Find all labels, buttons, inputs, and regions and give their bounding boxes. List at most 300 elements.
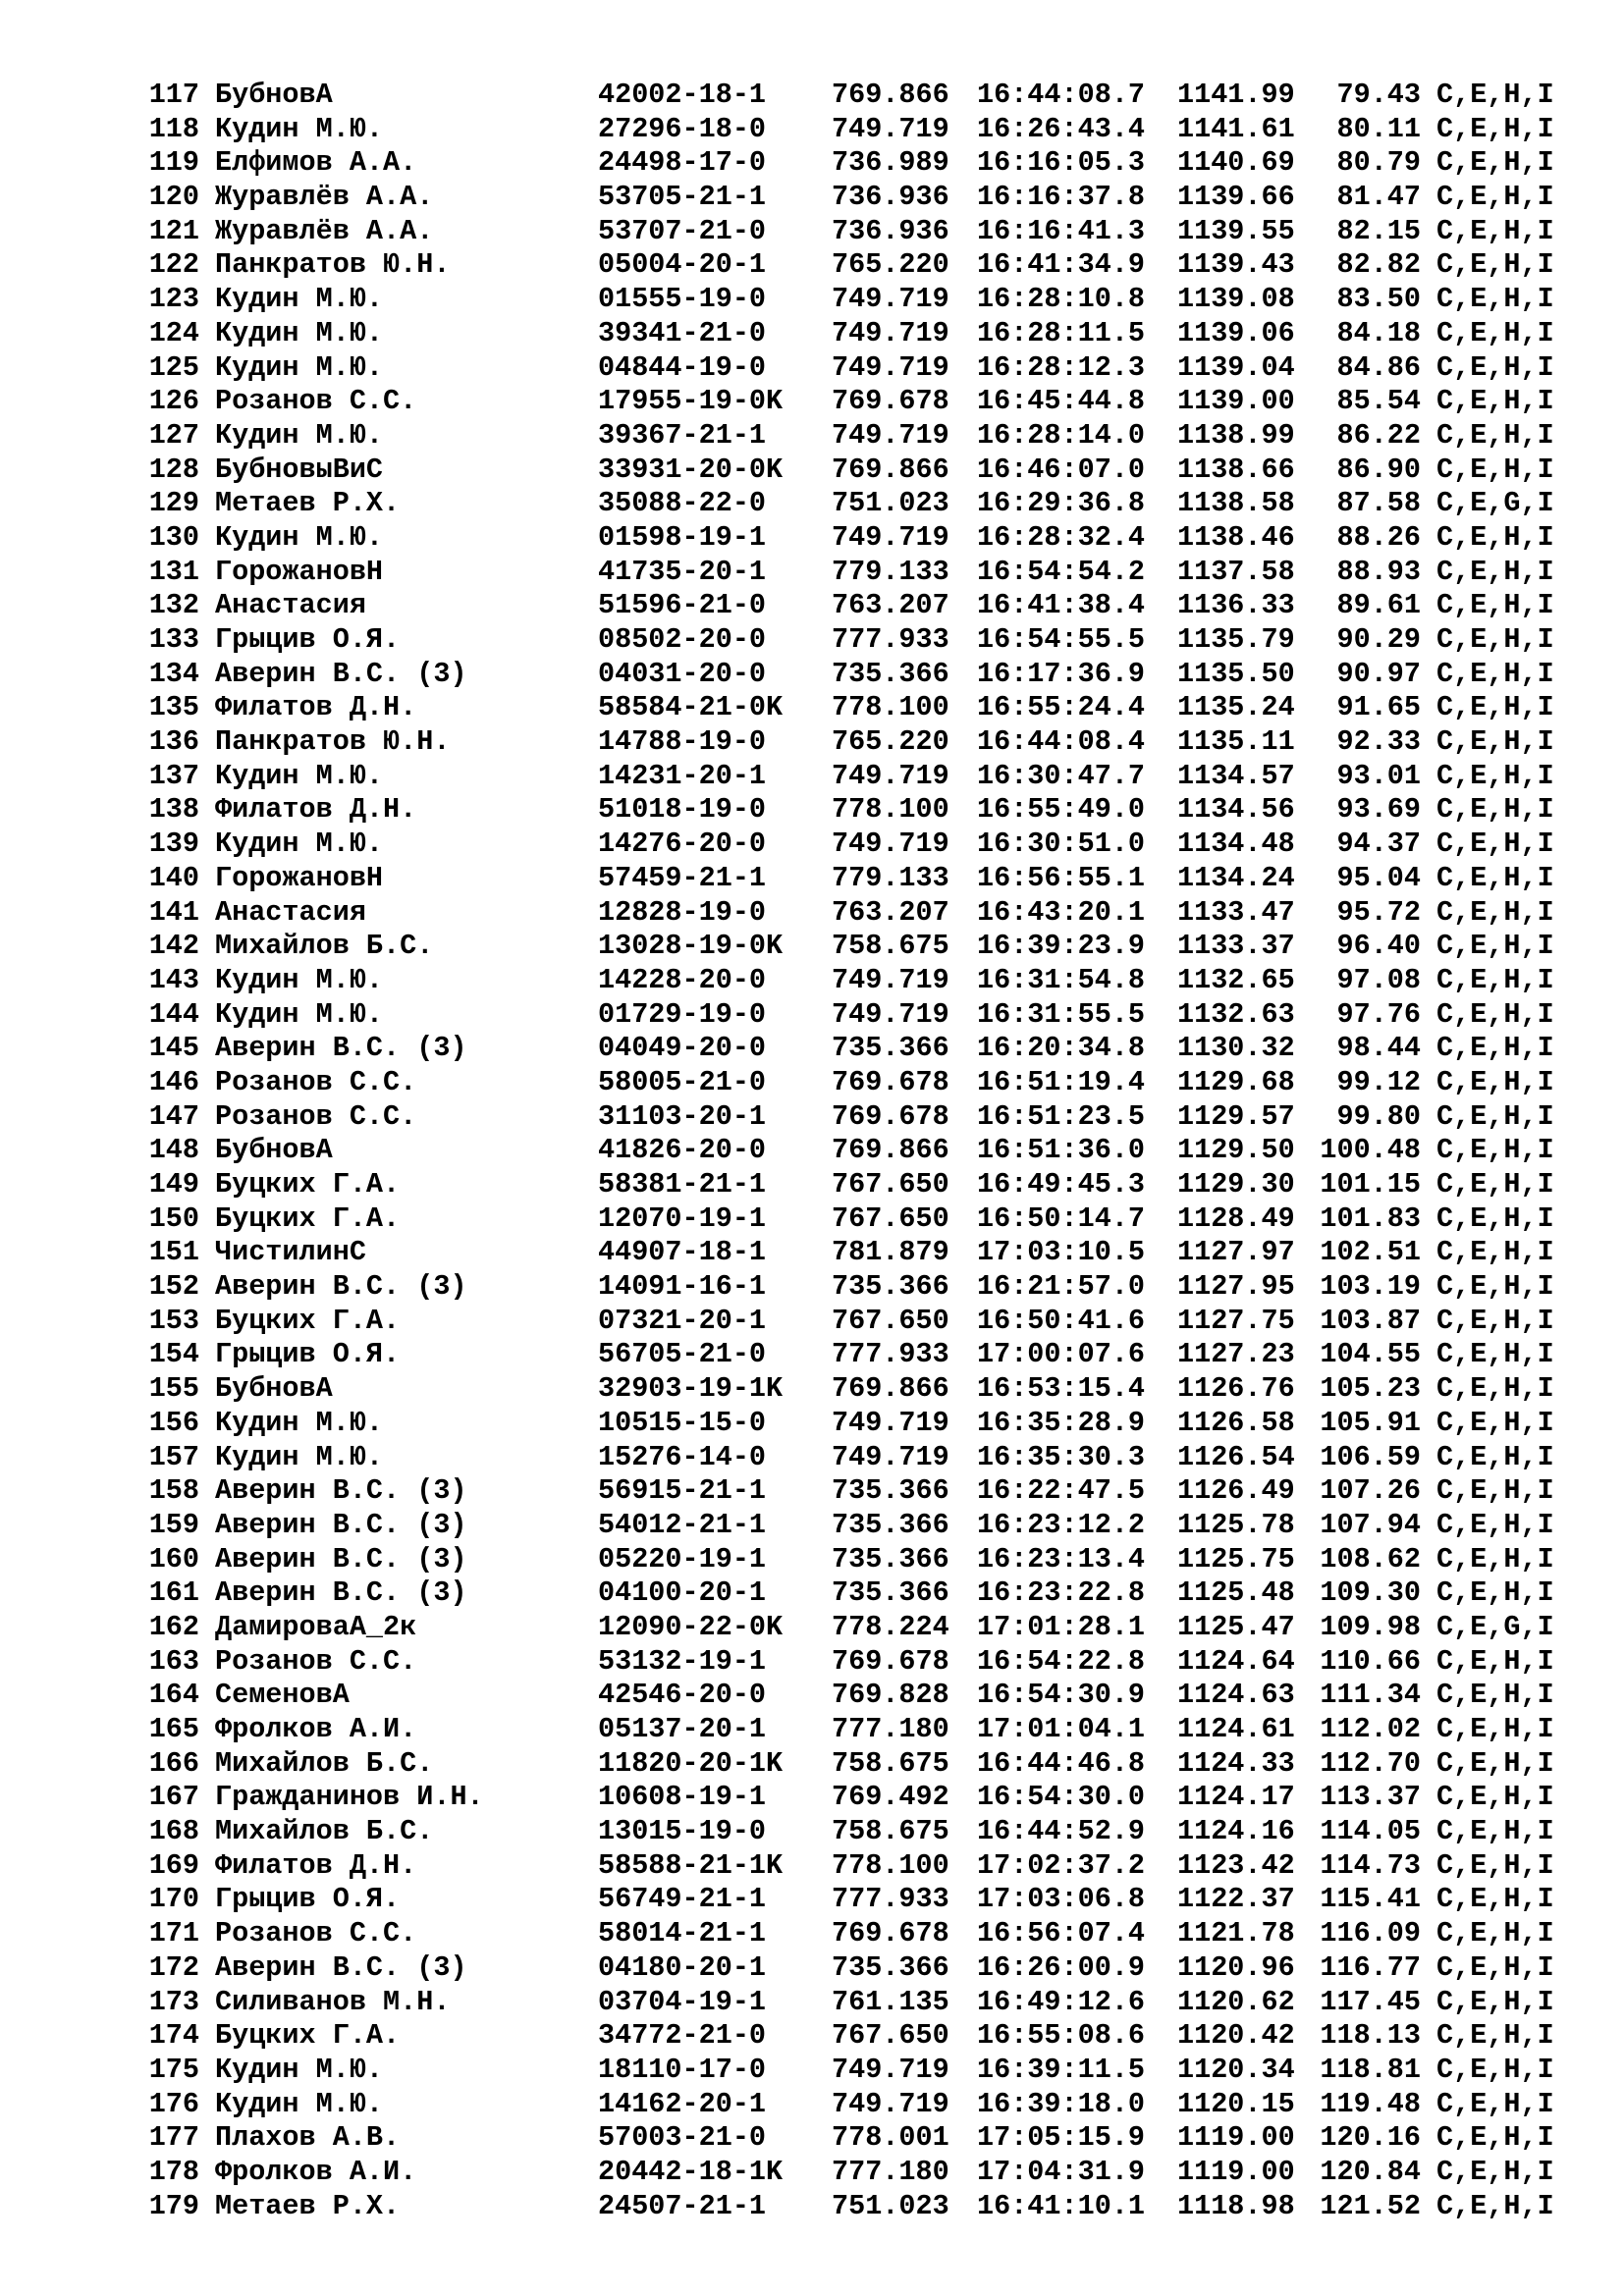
ring-id: 04180-20-1 bbox=[598, 1950, 767, 1984]
table-row bbox=[144, 1066, 1578, 1100]
coefficient-value: 99.80 bbox=[1336, 1099, 1421, 1133]
participant-name: Розанов С.С. bbox=[215, 1065, 417, 1098]
row-number: 148 bbox=[148, 1134, 199, 1167]
flags: C,E,H,I bbox=[1436, 1134, 1554, 1167]
coefficient-value: 103.87 bbox=[1320, 1304, 1421, 1337]
ring-id: 01598-19-1 bbox=[598, 520, 767, 554]
row-number: 178 bbox=[148, 2155, 199, 2188]
speed-value: 1126.54 bbox=[1177, 1440, 1295, 1473]
arrival-time: 16:54:54.2 bbox=[977, 555, 1146, 588]
distance-value: 758.675 bbox=[832, 1746, 949, 1780]
ring-id: 04100-20-1 bbox=[598, 1576, 767, 1610]
speed-value: 1122.37 bbox=[1177, 1883, 1295, 1916]
ring-id: 53705-21-1 bbox=[598, 181, 767, 214]
table-row bbox=[144, 317, 1578, 351]
coefficient-value: 103.19 bbox=[1320, 1270, 1421, 1304]
arrival-time: 16:16:05.3 bbox=[977, 146, 1146, 180]
flags: C,E,G,I bbox=[1436, 487, 1554, 520]
flags: C,E,H,I bbox=[1436, 520, 1554, 554]
ring-id: 51596-21-0 bbox=[598, 589, 767, 622]
speed-value: 1132.65 bbox=[1177, 963, 1295, 996]
participant-name: Кудин М.Ю. bbox=[215, 283, 384, 316]
participant-name: Розанов С.С. bbox=[215, 1917, 417, 1950]
arrival-time: 16:46:07.0 bbox=[977, 453, 1146, 486]
flags: C,E,H,I bbox=[1436, 1781, 1554, 1814]
distance-value: 735.366 bbox=[832, 1270, 949, 1304]
participant-name: Грыцив О.Я. bbox=[215, 1338, 401, 1371]
ring-id: 14276-20-0 bbox=[598, 828, 767, 861]
distance-value: 736.989 bbox=[832, 146, 949, 180]
row-number: 150 bbox=[148, 1201, 199, 1235]
arrival-time: 16:56:55.1 bbox=[977, 861, 1146, 894]
distance-value: 777.180 bbox=[832, 1713, 949, 1745]
speed-value: 1124.16 bbox=[1177, 1815, 1295, 1848]
row-number: 131 bbox=[148, 555, 199, 588]
distance-value: 778.001 bbox=[832, 2121, 949, 2155]
arrival-time: 16:31:54.8 bbox=[977, 963, 1146, 996]
distance-value: 769.828 bbox=[832, 1679, 949, 1712]
distance-value: 749.719 bbox=[832, 112, 949, 145]
flags: C,E,H,I bbox=[1436, 589, 1554, 622]
participant-name: БубновА bbox=[215, 79, 333, 111]
table-row bbox=[144, 487, 1578, 521]
participant-name: Буцких Г.А. bbox=[215, 1304, 401, 1337]
distance-value: 779.133 bbox=[832, 861, 949, 894]
speed-value: 1133.47 bbox=[1177, 895, 1295, 929]
arrival-time: 16:30:47.7 bbox=[977, 759, 1146, 792]
table-row bbox=[144, 623, 1578, 658]
coefficient-value: 107.94 bbox=[1320, 1508, 1421, 1541]
row-number: 169 bbox=[148, 1848, 199, 1882]
speed-value: 1124.64 bbox=[1177, 1644, 1295, 1678]
table-row bbox=[144, 248, 1578, 283]
coefficient-value: 81.47 bbox=[1336, 181, 1421, 214]
distance-value: 777.933 bbox=[832, 623, 949, 656]
ring-id: 01555-19-0 bbox=[598, 283, 767, 316]
speed-value: 1126.58 bbox=[1177, 1406, 1295, 1439]
speed-value: 1139.06 bbox=[1177, 316, 1295, 349]
table-row bbox=[144, 1474, 1578, 1509]
participant-name: Кудин М.Ю. bbox=[215, 759, 384, 792]
coefficient-value: 84.86 bbox=[1336, 350, 1421, 384]
participant-name: Кудин М.Ю. bbox=[215, 520, 384, 554]
arrival-time: 16:44:46.8 bbox=[977, 1746, 1146, 1780]
coefficient-value: 82.82 bbox=[1336, 248, 1421, 282]
row-number: 141 bbox=[148, 895, 199, 929]
distance-value: 778.224 bbox=[832, 1610, 949, 1643]
participant-name: Аверин В.С. (3) bbox=[215, 1032, 467, 1065]
participant-name: СеменовА bbox=[215, 1679, 350, 1712]
ring-id: 39367-21-1 bbox=[598, 418, 767, 452]
coefficient-value: 121.52 bbox=[1320, 2189, 1421, 2222]
table-row bbox=[144, 1576, 1578, 1611]
participant-name: Кудин М.Ю. bbox=[215, 963, 384, 996]
arrival-time: 16:16:41.3 bbox=[977, 214, 1146, 247]
flags: C,E,H,I bbox=[1436, 2053, 1554, 2086]
distance-value: 769.866 bbox=[832, 1372, 949, 1406]
coefficient-value: 87.58 bbox=[1336, 487, 1421, 520]
row-number: 128 bbox=[148, 453, 199, 486]
coefficient-value: 91.65 bbox=[1336, 691, 1421, 724]
participant-name: Метаев Р.Х. bbox=[215, 2189, 401, 2222]
speed-value: 1127.23 bbox=[1177, 1338, 1295, 1371]
ring-id: 56915-21-1 bbox=[598, 1474, 767, 1508]
row-number: 123 bbox=[148, 283, 199, 316]
speed-value: 1124.33 bbox=[1177, 1746, 1295, 1780]
participant-name: Кудин М.Ю. bbox=[215, 2053, 384, 2086]
distance-value: 763.207 bbox=[832, 589, 949, 622]
participant-name: ЧистилинС bbox=[215, 1236, 366, 1269]
table-row bbox=[144, 1679, 1578, 1713]
flags: C,E,H,I bbox=[1436, 1032, 1554, 1065]
coefficient-value: 88.26 bbox=[1336, 520, 1421, 554]
coefficient-value: 118.81 bbox=[1320, 2053, 1421, 2086]
coefficient-value: 107.26 bbox=[1320, 1474, 1421, 1508]
arrival-time: 16:44:52.9 bbox=[977, 1815, 1146, 1848]
flags: C,E,H,I bbox=[1436, 1372, 1554, 1406]
coefficient-value: 102.51 bbox=[1320, 1236, 1421, 1269]
arrival-time: 16:28:14.0 bbox=[977, 418, 1146, 452]
arrival-time: 16:54:55.5 bbox=[977, 623, 1146, 656]
coefficient-value: 101.83 bbox=[1320, 1201, 1421, 1235]
distance-value: 765.220 bbox=[832, 248, 949, 282]
flags: C,E,H,I bbox=[1436, 1270, 1554, 1304]
ring-id: 58381-21-1 bbox=[598, 1168, 767, 1201]
flags: C,E,H,I bbox=[1436, 1815, 1554, 1848]
distance-value: 769.678 bbox=[832, 1917, 949, 1950]
ring-id: 13028-19-0K bbox=[598, 930, 784, 963]
distance-value: 761.135 bbox=[832, 1985, 949, 2018]
speed-value: 1138.58 bbox=[1177, 487, 1295, 520]
participant-name: Аверин В.С. (3) bbox=[215, 657, 467, 690]
coefficient-value: 118.13 bbox=[1320, 2019, 1421, 2053]
participant-name: Кудин М.Ю. bbox=[215, 418, 384, 452]
participant-name: Аверин В.С. (3) bbox=[215, 1542, 467, 1575]
coefficient-value: 89.61 bbox=[1336, 589, 1421, 622]
speed-value: 1119.00 bbox=[1177, 2155, 1295, 2188]
table-row bbox=[144, 2190, 1578, 2224]
distance-value: 765.220 bbox=[832, 725, 949, 759]
participant-name: Филатов Д.Н. bbox=[215, 691, 417, 724]
flags: C,E,H,I bbox=[1436, 248, 1554, 282]
speed-value: 1120.42 bbox=[1177, 2019, 1295, 2053]
participant-name: ГорожановН bbox=[215, 861, 384, 894]
ring-id: 13015-19-0 bbox=[598, 1815, 767, 1848]
flags: C,E,H,I bbox=[1436, 1201, 1554, 1235]
flags: C,E,H,I bbox=[1436, 418, 1554, 452]
table-row bbox=[144, 283, 1578, 317]
speed-value: 1127.75 bbox=[1177, 1304, 1295, 1337]
row-number: 156 bbox=[148, 1406, 199, 1439]
speed-value: 1125.75 bbox=[1177, 1542, 1295, 1575]
participant-name: Журавлёв А.А. bbox=[215, 214, 434, 247]
distance-value: 735.366 bbox=[832, 1542, 949, 1575]
flags: C,E,H,I bbox=[1436, 1679, 1554, 1712]
flags: C,E,H,I bbox=[1436, 1917, 1554, 1950]
row-number: 132 bbox=[148, 589, 199, 622]
ring-id: 05137-20-1 bbox=[598, 1713, 767, 1745]
table-row bbox=[144, 1168, 1578, 1202]
arrival-time: 16:55:24.4 bbox=[977, 691, 1146, 724]
speed-value: 1129.57 bbox=[1177, 1099, 1295, 1133]
flags: C,E,H,I bbox=[1436, 385, 1554, 418]
flags: C,E,H,I bbox=[1436, 623, 1554, 656]
distance-value: 769.866 bbox=[832, 79, 949, 111]
row-number: 129 bbox=[148, 487, 199, 520]
ring-id: 14788-19-0 bbox=[598, 725, 767, 759]
participant-name: Елфимов А.А. bbox=[215, 146, 417, 180]
table-row bbox=[144, 1713, 1578, 1747]
flags: C,E,H,I bbox=[1436, 453, 1554, 486]
coefficient-value: 86.22 bbox=[1336, 418, 1421, 452]
row-number: 168 bbox=[148, 1815, 199, 1848]
participant-name: Кудин М.Ю. bbox=[215, 316, 384, 349]
row-number: 153 bbox=[148, 1304, 199, 1337]
distance-value: 749.719 bbox=[832, 1440, 949, 1473]
flags: C,E,H,I bbox=[1436, 1746, 1554, 1780]
row-number: 176 bbox=[148, 2087, 199, 2120]
ring-id: 41735-20-1 bbox=[598, 555, 767, 588]
table-row bbox=[144, 1202, 1578, 1237]
arrival-time: 17:00:07.6 bbox=[977, 1338, 1146, 1371]
flags: C,E,H,I bbox=[1436, 1950, 1554, 1984]
coefficient-value: 88.93 bbox=[1336, 555, 1421, 588]
row-number: 127 bbox=[148, 418, 199, 452]
flags: C,E,H,I bbox=[1436, 316, 1554, 349]
ring-id: 58005-21-0 bbox=[598, 1065, 767, 1098]
arrival-time: 16:43:20.1 bbox=[977, 895, 1146, 929]
ring-id: 54012-21-1 bbox=[598, 1508, 767, 1541]
ring-id: 34772-21-0 bbox=[598, 2019, 767, 2053]
table-row bbox=[144, 1849, 1578, 1884]
arrival-time: 16:23:22.8 bbox=[977, 1576, 1146, 1610]
flags: C,E,H,I bbox=[1436, 1304, 1554, 1337]
row-number: 145 bbox=[148, 1032, 199, 1065]
speed-value: 1118.98 bbox=[1177, 2189, 1295, 2222]
table-row bbox=[144, 1781, 1578, 1815]
ring-id: 08502-20-0 bbox=[598, 623, 767, 656]
table-row bbox=[144, 79, 1578, 113]
flags: C,E,H,I bbox=[1436, 861, 1554, 894]
ring-id: 57459-21-1 bbox=[598, 861, 767, 894]
row-number: 120 bbox=[148, 181, 199, 214]
coefficient-value: 110.66 bbox=[1320, 1644, 1421, 1678]
arrival-time: 16:31:55.5 bbox=[977, 997, 1146, 1031]
participant-name: Гражданинов И.Н. bbox=[215, 1781, 484, 1814]
flags: C,E,H,I bbox=[1436, 895, 1554, 929]
row-number: 135 bbox=[148, 691, 199, 724]
arrival-time: 16:44:08.7 bbox=[977, 79, 1146, 111]
flags: C,E,H,I bbox=[1436, 2155, 1554, 2188]
row-number: 175 bbox=[148, 2053, 199, 2086]
distance-value: 763.207 bbox=[832, 895, 949, 929]
speed-value: 1128.49 bbox=[1177, 1201, 1295, 1235]
row-number: 173 bbox=[148, 1985, 199, 2018]
flags: C,E,H,I bbox=[1436, 1474, 1554, 1508]
speed-value: 1135.11 bbox=[1177, 725, 1295, 759]
row-number: 137 bbox=[148, 759, 199, 792]
arrival-time: 16:51:19.4 bbox=[977, 1065, 1146, 1098]
row-number: 172 bbox=[148, 1950, 199, 1984]
ring-id: 53707-21-0 bbox=[598, 214, 767, 247]
ring-id: 20442-18-1K bbox=[598, 2155, 784, 2188]
distance-value: 778.100 bbox=[832, 691, 949, 724]
table-row bbox=[144, 1338, 1578, 1372]
distance-value: 735.366 bbox=[832, 1032, 949, 1065]
table-row bbox=[144, 998, 1578, 1033]
table-row bbox=[144, 1509, 1578, 1543]
speed-value: 1129.68 bbox=[1177, 1065, 1295, 1098]
distance-value: 767.650 bbox=[832, 1201, 949, 1235]
arrival-time: 16:41:10.1 bbox=[977, 2189, 1146, 2222]
coefficient-value: 90.29 bbox=[1336, 623, 1421, 656]
coefficient-value: 108.62 bbox=[1320, 1542, 1421, 1575]
coefficient-value: 113.37 bbox=[1320, 1781, 1421, 1814]
flags: C,E,H,I bbox=[1436, 283, 1554, 316]
distance-value: 769.866 bbox=[832, 453, 949, 486]
arrival-time: 16:41:38.4 bbox=[977, 589, 1146, 622]
table-row bbox=[144, 658, 1578, 692]
table-row bbox=[144, 1407, 1578, 1441]
arrival-time: 16:39:23.9 bbox=[977, 930, 1146, 963]
participant-name: БубновА bbox=[215, 1372, 333, 1406]
distance-value: 758.675 bbox=[832, 930, 949, 963]
participant-name: Аверин В.С. (3) bbox=[215, 1270, 467, 1304]
flags: C,E,H,I bbox=[1436, 1713, 1554, 1745]
table-row bbox=[144, 1372, 1578, 1407]
ring-id: 58584-21-0K bbox=[598, 691, 784, 724]
speed-value: 1120.62 bbox=[1177, 1985, 1295, 2018]
arrival-time: 16:28:12.3 bbox=[977, 350, 1146, 384]
coefficient-value: 97.08 bbox=[1336, 963, 1421, 996]
row-number: 139 bbox=[148, 828, 199, 861]
speed-value: 1127.97 bbox=[1177, 1236, 1295, 1269]
arrival-time: 16:39:11.5 bbox=[977, 2053, 1146, 2086]
coefficient-value: 82.15 bbox=[1336, 214, 1421, 247]
table-row bbox=[144, 964, 1578, 998]
coefficient-value: 99.12 bbox=[1336, 1065, 1421, 1098]
speed-value: 1139.66 bbox=[1177, 181, 1295, 214]
coefficient-value: 105.91 bbox=[1320, 1406, 1421, 1439]
row-number: 146 bbox=[148, 1065, 199, 1098]
table-row bbox=[144, 146, 1578, 181]
distance-value: 749.719 bbox=[832, 759, 949, 792]
distance-value: 769.678 bbox=[832, 1099, 949, 1133]
table-row bbox=[144, 1543, 1578, 1577]
row-number: 166 bbox=[148, 1746, 199, 1780]
row-number: 151 bbox=[148, 1236, 199, 1269]
speed-value: 1135.24 bbox=[1177, 691, 1295, 724]
table-row bbox=[144, 760, 1578, 794]
arrival-time: 16:22:47.5 bbox=[977, 1474, 1146, 1508]
participant-name: Метаев Р.Х. bbox=[215, 487, 401, 520]
flags: C,E,H,I bbox=[1436, 146, 1554, 180]
flags: C,E,H,I bbox=[1436, 657, 1554, 690]
ring-id: 51018-19-0 bbox=[598, 793, 767, 827]
participant-name: Аверин В.С. (3) bbox=[215, 1576, 467, 1610]
speed-value: 1139.43 bbox=[1177, 248, 1295, 282]
distance-value: 769.678 bbox=[832, 1644, 949, 1678]
participant-name: Силиванов М.Н. bbox=[215, 1985, 451, 2018]
row-number: 142 bbox=[148, 930, 199, 963]
ring-id: 05004-20-1 bbox=[598, 248, 767, 282]
flags: C,E,H,I bbox=[1436, 2019, 1554, 2053]
distance-value: 749.719 bbox=[832, 2087, 949, 2120]
arrival-time: 17:04:31.9 bbox=[977, 2155, 1146, 2188]
ring-id: 56749-21-1 bbox=[598, 1883, 767, 1916]
table-row bbox=[144, 1986, 1578, 2020]
coefficient-value: 106.59 bbox=[1320, 1440, 1421, 1473]
arrival-time: 16:29:36.8 bbox=[977, 487, 1146, 520]
flags: C,E,H,I bbox=[1436, 1848, 1554, 1882]
arrival-time: 16:28:10.8 bbox=[977, 283, 1146, 316]
coefficient-value: 98.44 bbox=[1336, 1032, 1421, 1065]
participant-name: Аверин В.С. (3) bbox=[215, 1950, 467, 1984]
ring-id: 42002-18-1 bbox=[598, 79, 767, 111]
flags: C,E,H,I bbox=[1436, 725, 1554, 759]
participant-name: Анастасия bbox=[215, 589, 366, 622]
row-number: 160 bbox=[148, 1542, 199, 1575]
flags: C,E,H,I bbox=[1436, 1065, 1554, 1098]
distance-value: 749.719 bbox=[832, 2053, 949, 2086]
ring-id: 12090-22-0K bbox=[598, 1610, 784, 1643]
participant-name: Кудин М.Ю. bbox=[215, 1440, 384, 1473]
flags: C,E,H,I bbox=[1436, 1338, 1554, 1371]
table-row bbox=[144, 2156, 1578, 2190]
coefficient-value: 109.30 bbox=[1320, 1576, 1421, 1610]
distance-value: 735.366 bbox=[832, 657, 949, 690]
ring-id: 32903-19-1K bbox=[598, 1372, 784, 1406]
flags: C,E,H,I bbox=[1436, 1508, 1554, 1541]
participant-name: Михайлов Б.С. bbox=[215, 1746, 434, 1780]
table-row bbox=[144, 828, 1578, 862]
table-row bbox=[144, 1747, 1578, 1782]
ring-id: 04049-20-0 bbox=[598, 1032, 767, 1065]
ring-id: 17955-19-0K bbox=[598, 385, 784, 418]
row-number: 122 bbox=[148, 248, 199, 282]
speed-value: 1124.17 bbox=[1177, 1781, 1295, 1814]
coefficient-value: 114.05 bbox=[1320, 1815, 1421, 1848]
table-row bbox=[144, 1611, 1578, 1645]
speed-value: 1139.04 bbox=[1177, 350, 1295, 384]
coefficient-value: 112.70 bbox=[1320, 1746, 1421, 1780]
flags: C,E,H,I bbox=[1436, 930, 1554, 963]
participant-name: Панкратов Ю.Н. bbox=[215, 725, 451, 759]
flags: C,E,H,I bbox=[1436, 555, 1554, 588]
participant-name: Розанов С.С. bbox=[215, 1644, 417, 1678]
ring-id: 58588-21-1K bbox=[598, 1848, 784, 1882]
distance-value: 735.366 bbox=[832, 1576, 949, 1610]
participant-name: Журавлёв А.А. bbox=[215, 181, 434, 214]
arrival-time: 16:16:37.8 bbox=[977, 181, 1146, 214]
arrival-time: 16:45:44.8 bbox=[977, 385, 1146, 418]
coefficient-value: 95.04 bbox=[1336, 861, 1421, 894]
coefficient-value: 120.16 bbox=[1320, 2121, 1421, 2155]
table-row bbox=[144, 2088, 1578, 2122]
coefficient-value: 109.98 bbox=[1320, 1610, 1421, 1643]
table-row bbox=[144, 1441, 1578, 1475]
coefficient-value: 120.84 bbox=[1320, 2155, 1421, 2188]
ring-id: 12070-19-1 bbox=[598, 1201, 767, 1235]
distance-value: 781.879 bbox=[832, 1236, 949, 1269]
ring-id: 24498-17-0 bbox=[598, 146, 767, 180]
row-number: 149 bbox=[148, 1168, 199, 1201]
arrival-time: 16:30:51.0 bbox=[977, 828, 1146, 861]
participant-name: Кудин М.Ю. bbox=[215, 1406, 384, 1439]
speed-value: 1125.47 bbox=[1177, 1610, 1295, 1643]
flags: C,E,H,I bbox=[1436, 997, 1554, 1031]
flags: C,E,H,I bbox=[1436, 2121, 1554, 2155]
